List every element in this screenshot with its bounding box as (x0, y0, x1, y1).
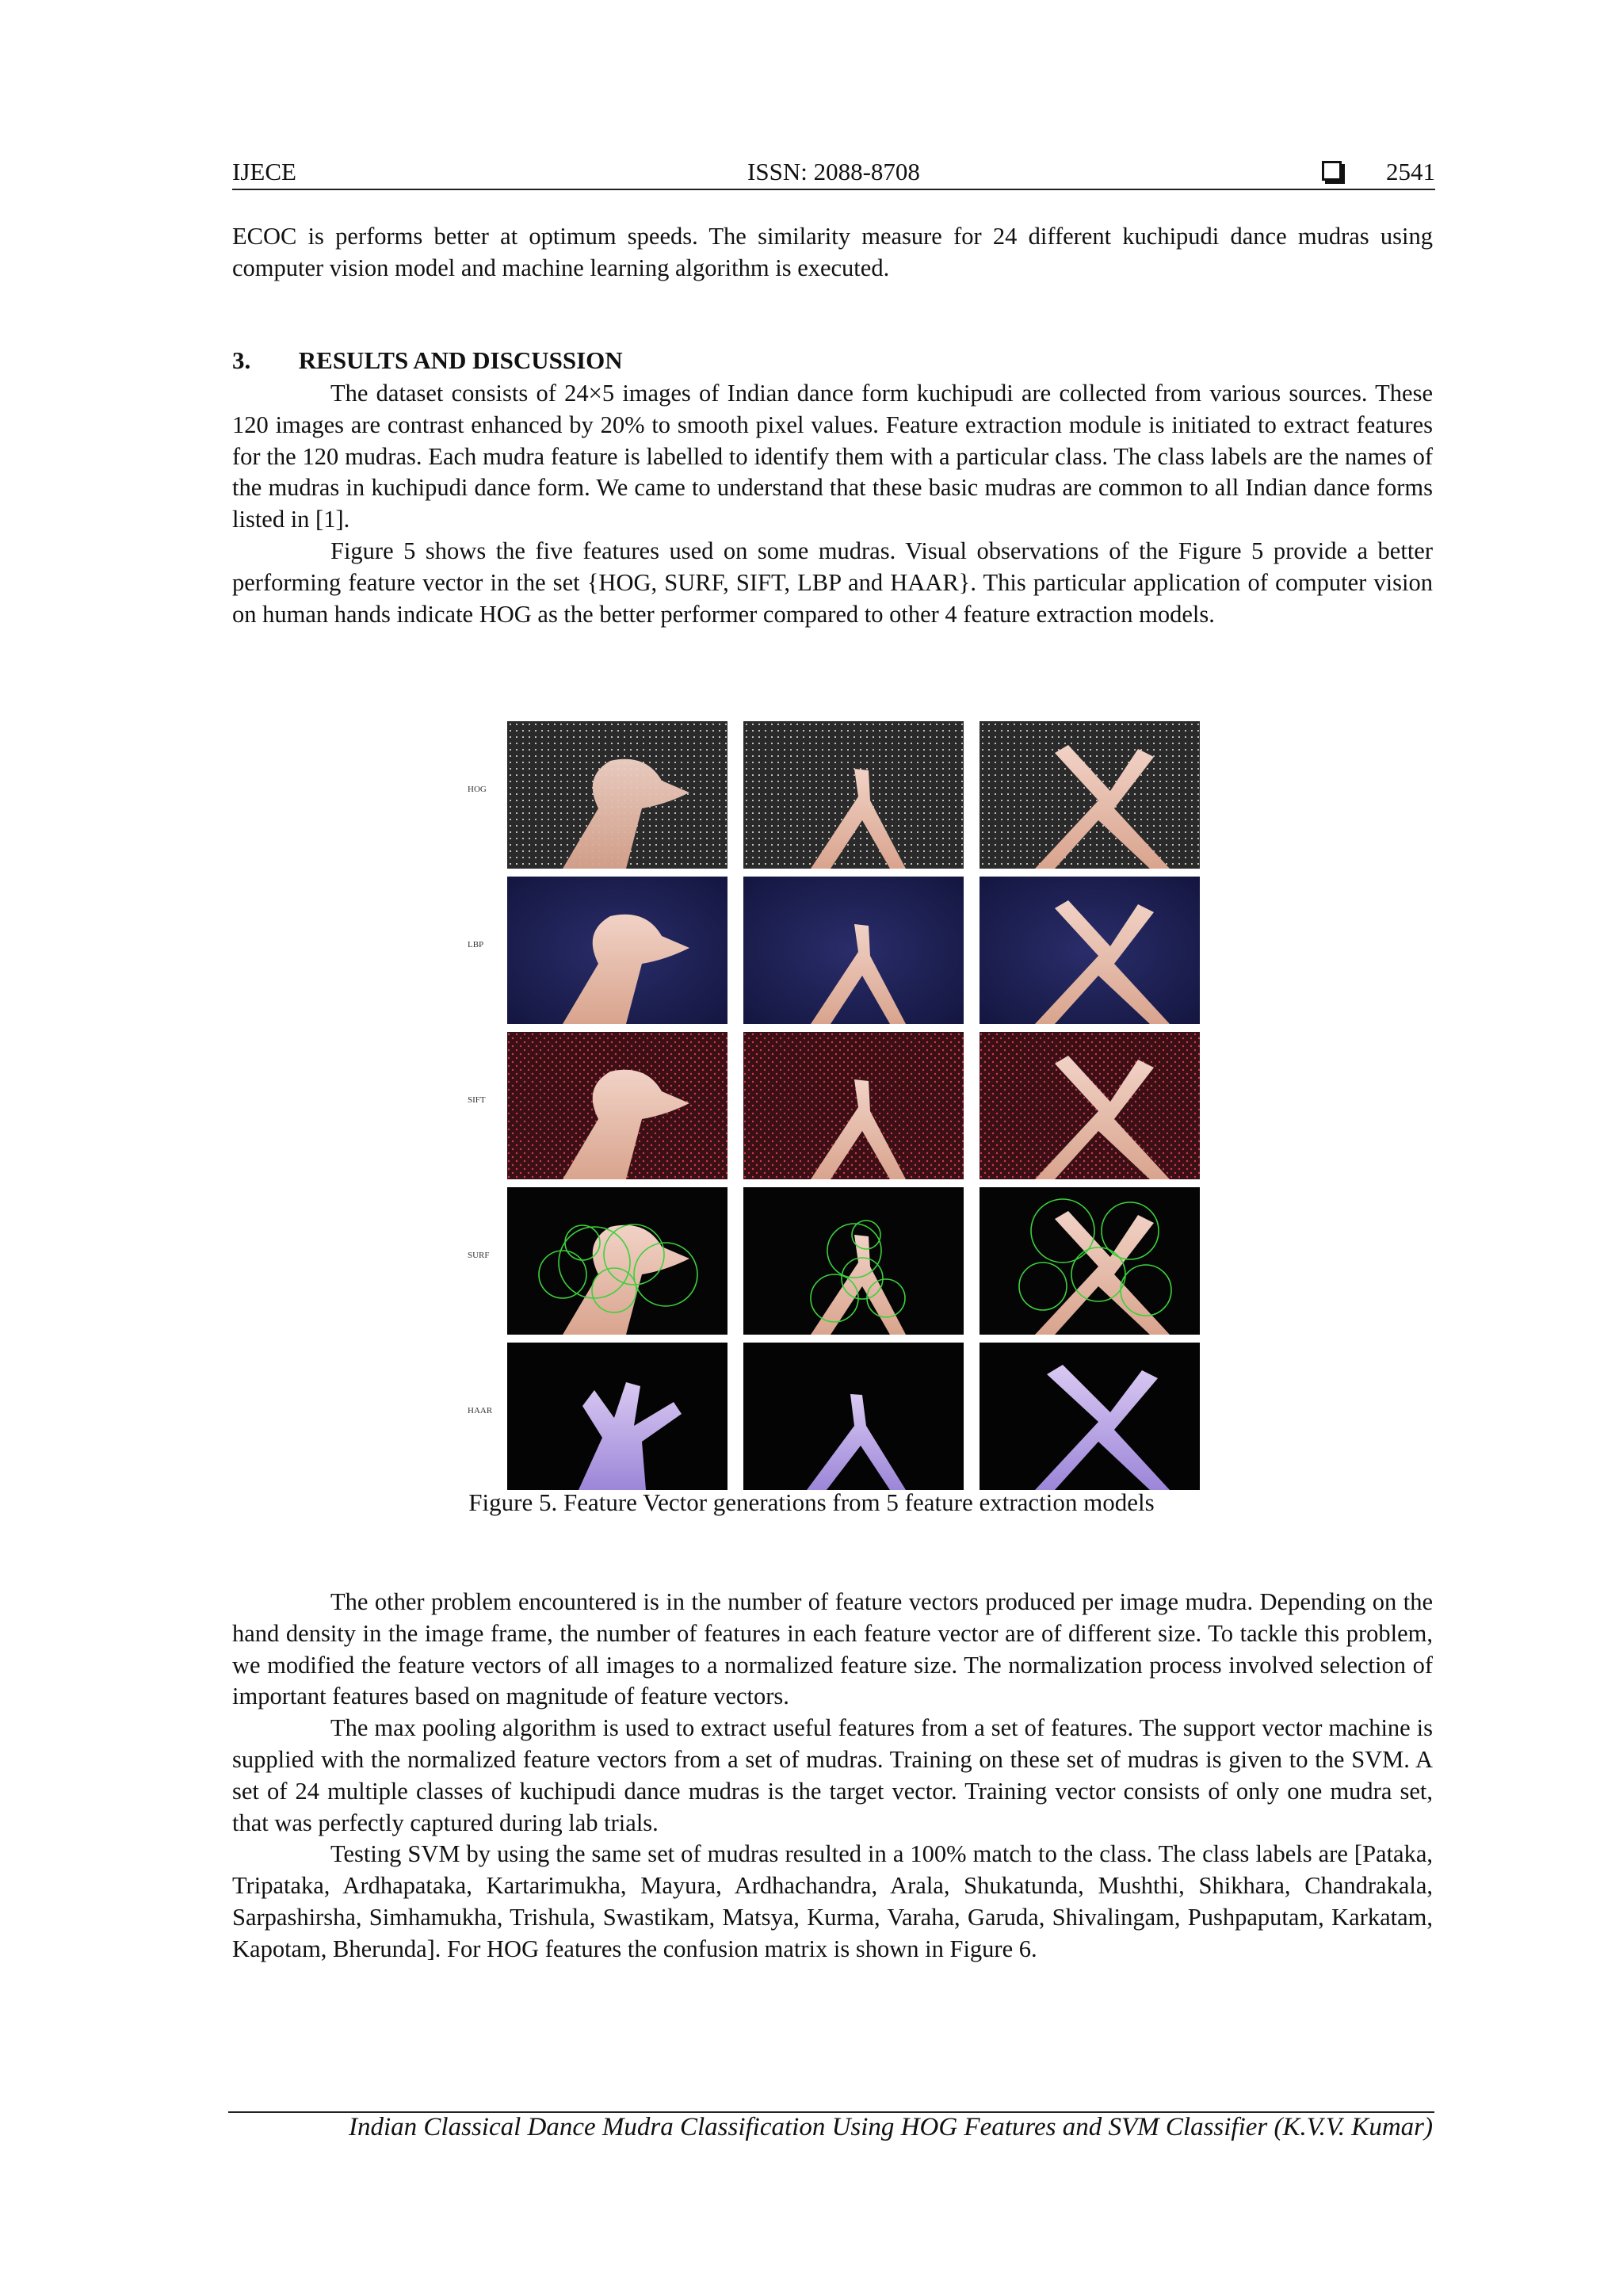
section-heading (232, 346, 623, 375)
results-text-top (232, 378, 1433, 630)
page-number: 2541 (1386, 158, 1435, 185)
figure-row-haar (468, 1343, 1205, 1490)
section-number: 3. (232, 346, 251, 374)
lbp-panel-1 (507, 877, 727, 1024)
paragraph: Testing SVM by using the same set of mudras resulted in a 100% match to the class. The class labels are [Pataka, Tripataka, Ardhapataka, Kartarimukha, Mayura, Ardhachandra, Arala, Shukatunda, Mushthi, Shikhara, Chandrakala, Sarpashirsha, Simhamukha, Trishula, Swastikam, Matsya, Kurma, Varaha, Garuda, Shivalingam, Pushpaputam, Karkatam, Kapotam, Bherunda]. For HOG features the confusion matrix is shown in Figure 6. (232, 1840, 1433, 1962)
box-bullet-icon (1322, 161, 1342, 181)
figure-5 (468, 721, 1205, 1482)
haar-panel-1 (507, 1343, 727, 1490)
figure-row-surf (468, 1187, 1205, 1335)
page-number-group (1322, 155, 1435, 189)
figure-row-hog (468, 721, 1205, 869)
row-label-surf: SURF (468, 1251, 490, 1260)
paragraph: Figure 5 shows the five features used on some mudras. Visual observations of the Figure 5 provide a better performing feature vector in the set {HOG, SURF, SIFT, LBP and HAAR}. This particular application of computer vision on human hands indicate HOG as the better performer compared to other 4 feature extraction models. (232, 537, 1433, 628)
results-text-bottom (232, 1587, 1433, 1966)
row-label-lbp: LBP (468, 940, 484, 949)
row-label-haar: HAAR (468, 1406, 493, 1415)
hog-panel-1 (507, 721, 727, 869)
paragraph: The max pooling algorithm is used to extract useful features from a set of features. The support vector machine is supplied with the normalized feature vectors from a set of mudras. Training on these set of mudras is given to the SVM. A set of 24 multiple classes of kuchipudi dance mudras is the target vector. Training vector consists of only one mudra set, that was perfectly captured during lab trials. (232, 1714, 1433, 1836)
running-footer: Indian Classical Dance Mudra Classification Using HOG Features and SVM Classifier (K.V.V. Kumar) (349, 2113, 1433, 2141)
intro-paragraph: ECOC is performs better at optimum speeds. The similarity measure for 24 different kuchipudi dance mudras using computer vision model and machine learning algorithm is executed. (232, 223, 1433, 281)
row-label-hog: HOG (468, 785, 487, 794)
figure-caption: Figure 5. Feature Vector generations from 5 feature extraction models (468, 1488, 1155, 1516)
paragraph: The dataset consists of 24×5 images of Indian dance form kuchipudi are collected from various sources. These 120 images are contrast enhanced by 20% to smooth pixel values. Feature extraction module is initiated to extract features for the 120 mudras. Each mudra feature is labelled to identify them with a particular class. The class labels are the names of the mudras in kuchipudi dance form. We came to understand that these basic mudras are common to all Indian dance forms listed in [1]. (232, 380, 1433, 533)
sift-panel-2 (743, 1032, 964, 1179)
paragraph: The other problem encountered is in the number of feature vectors produced per image mudra. Depending on the hand density in the image frame, the number of features in each feature vector are of different size. To tackle this problem, we modified the feature vectors of all images to a normalized feature size. The normalization process involved selection of important features based on magnitude of feature vectors. (232, 1588, 1433, 1710)
surf-panel-1 (507, 1187, 727, 1335)
surf-panel-2 (743, 1187, 964, 1335)
section-title: RESULTS AND DISCUSSION (298, 346, 623, 374)
issn: ISSN: 2088-8708 (747, 158, 920, 185)
sift-panel-1 (507, 1032, 727, 1179)
haar-panel-2 (743, 1343, 964, 1490)
lbp-panel-2 (743, 877, 964, 1024)
intro-paragraph-block (232, 221, 1433, 285)
lbp-panel-3 (980, 877, 1200, 1024)
journal-name: IJECE (232, 158, 296, 185)
haar-panel-3 (980, 1343, 1200, 1490)
sift-panel-3 (980, 1032, 1200, 1179)
hog-panel-3 (980, 721, 1200, 869)
surf-panel-3 (980, 1187, 1200, 1335)
row-label-sift: SIFT (468, 1095, 486, 1105)
figure-row-lbp (468, 877, 1205, 1024)
running-header (232, 155, 1435, 190)
hog-panel-2 (743, 721, 964, 869)
figure-row-sift (468, 1032, 1205, 1179)
